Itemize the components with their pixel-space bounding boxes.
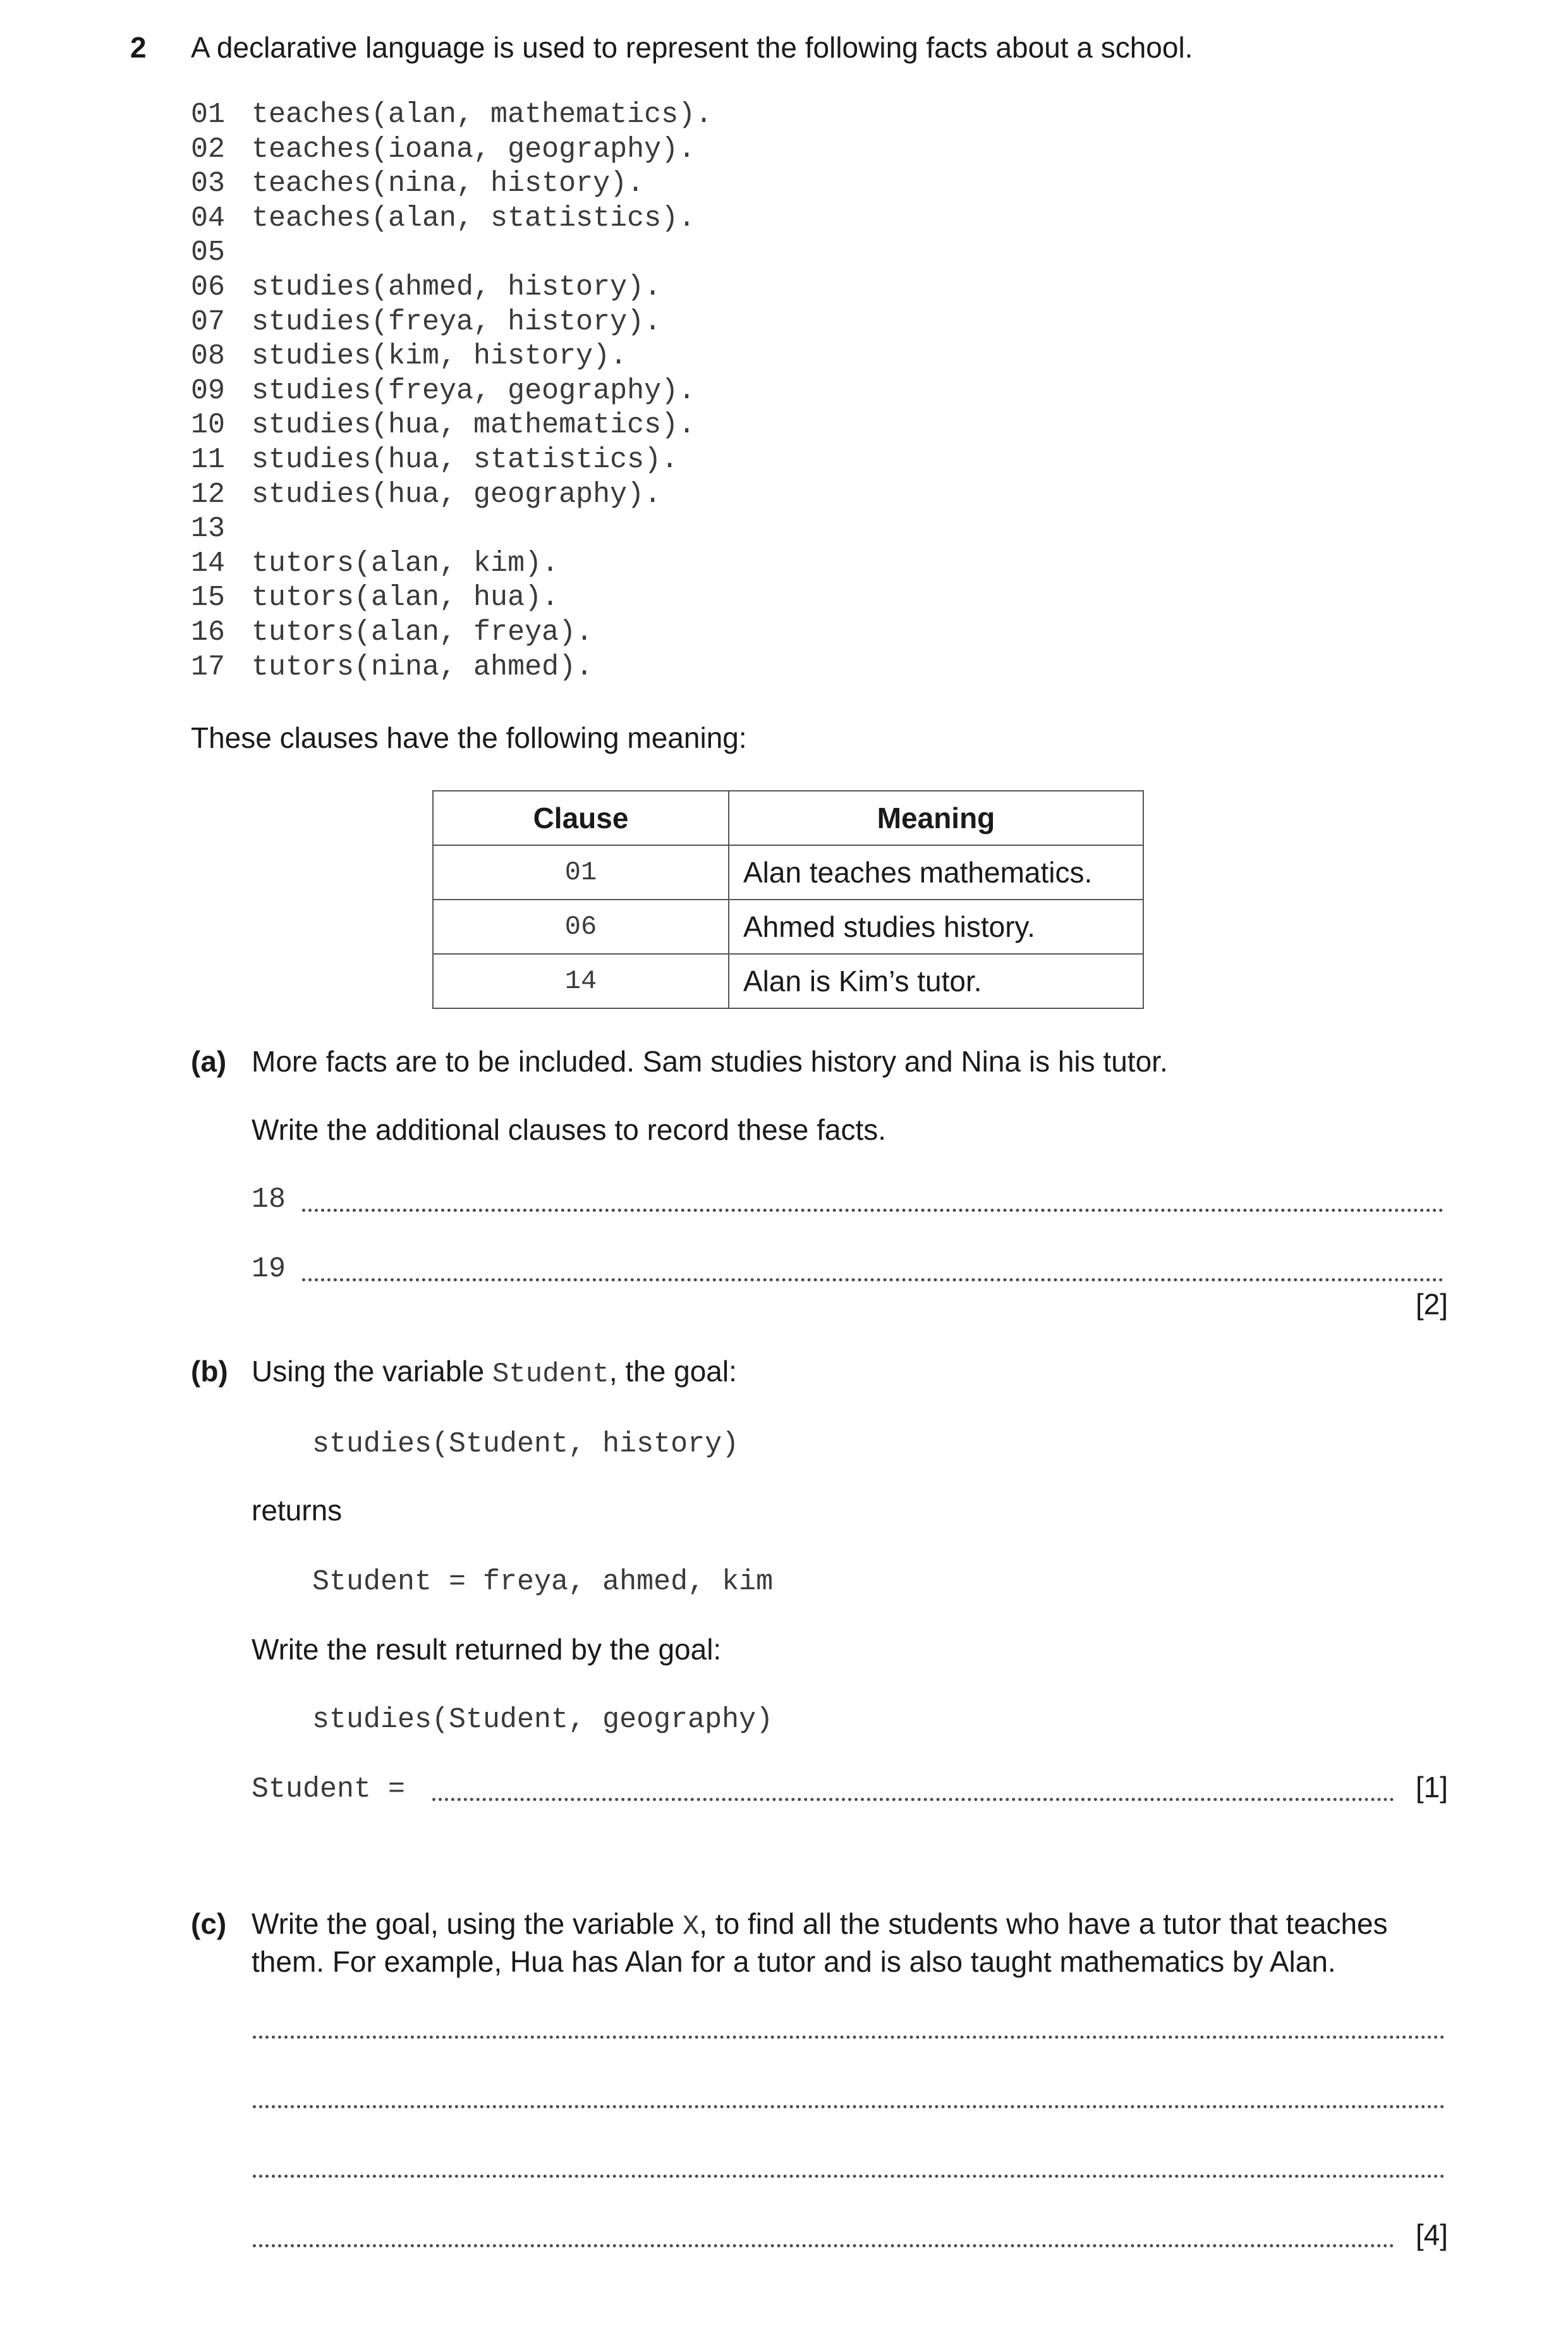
code-line-number: 07 bbox=[191, 305, 226, 338]
table-row bbox=[433, 954, 1143, 1008]
part-c-line1-after: , to find all the students who have a tutor that teaches bbox=[699, 1907, 1388, 1940]
meaning-cell: Alan is Kim’s tutor. bbox=[729, 954, 1143, 1008]
code-line-text: studies(ahmed, history). bbox=[252, 271, 662, 303]
answer-line-c2[interactable] bbox=[253, 2105, 1445, 2108]
part-a-text: More facts are to be included. Sam studies history and Nina is his tutor. bbox=[252, 1045, 1168, 1078]
code-line bbox=[191, 271, 661, 305]
code-line-number: 01 bbox=[191, 99, 226, 131]
code-line-number: 12 bbox=[191, 478, 226, 511]
code-line bbox=[191, 236, 252, 270]
part-b-text-after: , the goal: bbox=[609, 1355, 737, 1388]
clause-cell: 01 bbox=[433, 845, 729, 900]
code-line bbox=[191, 478, 661, 512]
code-line-number: 02 bbox=[191, 133, 226, 166]
code-line-text: teaches(nina, history). bbox=[252, 168, 645, 200]
table-row bbox=[433, 900, 1143, 954]
table-header-clause: Clause bbox=[433, 791, 729, 845]
code-line-number: 10 bbox=[191, 409, 226, 442]
code-line-number: 08 bbox=[191, 340, 226, 373]
code-line-number: 09 bbox=[191, 374, 226, 407]
code-line-number: 16 bbox=[191, 616, 226, 649]
code-line-text: tutors(alan, hua). bbox=[252, 582, 559, 614]
code-line-text: teaches(alan, mathematics). bbox=[252, 99, 713, 131]
part-b-text-before: Using the variable bbox=[252, 1355, 492, 1388]
code-line-number: 05 bbox=[191, 236, 226, 269]
part-a-label: (a) bbox=[191, 1045, 227, 1078]
code-line-number: 03 bbox=[191, 168, 226, 200]
part-b-label: (b) bbox=[191, 1355, 228, 1388]
answer-line-18[interactable] bbox=[302, 1209, 1443, 1212]
code-line-number: 13 bbox=[191, 513, 226, 546]
code-line-text: studies(freya, geography). bbox=[252, 374, 696, 407]
answer-line-c3[interactable] bbox=[253, 2175, 1445, 2178]
code-line bbox=[191, 408, 695, 443]
code-line-text: tutors(alan, kim). bbox=[252, 547, 559, 580]
code-line-text: tutors(alan, freya). bbox=[252, 616, 593, 649]
table-header-meaning: Meaning bbox=[729, 791, 1143, 845]
part-c-label: (c) bbox=[191, 1907, 227, 1940]
returns-label: returns bbox=[252, 1494, 343, 1527]
code-line-text: studies(hua, geography). bbox=[252, 478, 662, 511]
clause-cell: 14 bbox=[433, 954, 729, 1008]
meaning-table bbox=[432, 790, 1144, 1009]
answer-line-student[interactable] bbox=[432, 1798, 1394, 1801]
code-line-number: 11 bbox=[191, 444, 226, 476]
variable-x: X bbox=[682, 1911, 700, 1943]
clauses-intro: These clauses have the following meaning: bbox=[191, 721, 747, 754]
part-c-line1-before: Write the goal, using the variable bbox=[252, 1907, 683, 1940]
code-line bbox=[191, 650, 593, 685]
code-line-text: teaches(alan, statistics). bbox=[252, 202, 696, 235]
code-line-text: teaches(ioana, geography). bbox=[252, 133, 696, 166]
part-b-marks: [1] bbox=[1415, 1771, 1448, 1804]
part-a-marks: [2] bbox=[1415, 1288, 1448, 1321]
part-c-line1-wrap bbox=[252, 1907, 1388, 1945]
part-c-marks: [4] bbox=[1415, 2218, 1448, 2251]
code-line-text: studies(hua, mathematics). bbox=[252, 409, 696, 442]
code-line-number: 06 bbox=[191, 271, 226, 303]
code-line bbox=[191, 374, 695, 408]
code-line-text: studies(hua, statistics). bbox=[252, 444, 679, 476]
result-history: Student = freya, ahmed, kim bbox=[312, 1566, 774, 1598]
code-line bbox=[191, 581, 559, 615]
code-line bbox=[191, 616, 593, 650]
part-c-line-2: them. For example, Hua has Alan for a tutor and is also taught mathematics by Alan. bbox=[252, 1945, 1336, 1978]
answer-line-c1[interactable] bbox=[253, 2036, 1445, 2039]
part-c-text bbox=[252, 1907, 1449, 1979]
answer-line-number: 19 bbox=[252, 1253, 286, 1285]
code-line-text: studies(kim, history). bbox=[252, 340, 628, 373]
question-intro: A declarative language is used to represent the following facts about a school. bbox=[191, 31, 1193, 64]
variable-student: Student bbox=[492, 1359, 609, 1390]
answer-line-19[interactable] bbox=[302, 1278, 1443, 1281]
code-line bbox=[191, 339, 627, 374]
code-line bbox=[191, 133, 695, 167]
code-line-number: 04 bbox=[191, 202, 226, 235]
answer-line-c4[interactable] bbox=[253, 2244, 1394, 2247]
code-line-text: tutors(nina, ahmed). bbox=[252, 650, 593, 683]
meaning-cell: Ahmed studies history. bbox=[729, 900, 1143, 954]
code-line bbox=[191, 547, 559, 581]
code-line bbox=[191, 443, 678, 477]
code-line bbox=[191, 98, 712, 132]
code-line-number: 15 bbox=[191, 582, 226, 614]
answer-prefix: Student = bbox=[252, 1773, 406, 1805]
code-line bbox=[191, 512, 252, 546]
code-line bbox=[191, 167, 644, 201]
part-c-line-1 bbox=[252, 1907, 1449, 1945]
part-a-instruction: Write the additional clauses to record these facts. bbox=[252, 1113, 887, 1146]
clause-cell: 06 bbox=[433, 900, 729, 954]
code-line bbox=[191, 305, 661, 339]
code-line-number: 14 bbox=[191, 547, 226, 580]
meaning-cell: Alan teaches mathematics. bbox=[729, 845, 1143, 900]
question-number: 2 bbox=[130, 31, 147, 64]
code-line-text: studies(freya, history). bbox=[252, 305, 662, 338]
table-header-row bbox=[433, 791, 1143, 845]
goal-geography: studies(Student, geography) bbox=[312, 1704, 774, 1736]
code-line bbox=[191, 202, 695, 236]
table-row bbox=[433, 845, 1143, 900]
part-b-text bbox=[252, 1354, 737, 1391]
part-b-instruction: Write the result returned by the goal: bbox=[252, 1633, 722, 1666]
code-line-number: 17 bbox=[191, 650, 226, 683]
goal-history: studies(Student, history) bbox=[312, 1428, 739, 1460]
answer-line-number: 18 bbox=[252, 1183, 286, 1216]
